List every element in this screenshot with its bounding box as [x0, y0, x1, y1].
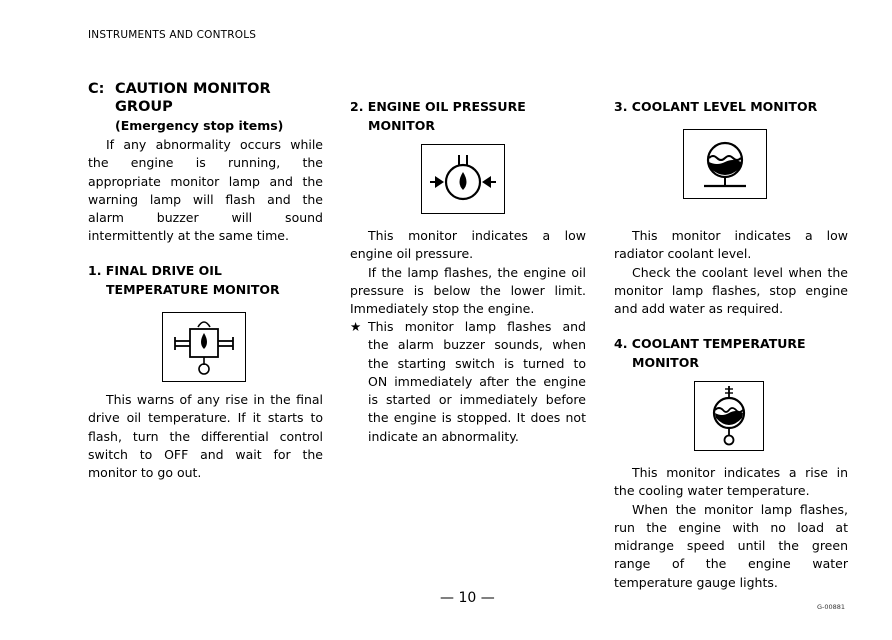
- text-line: radiator coolant level.: [614, 246, 752, 262]
- document-code: G-00881: [817, 603, 846, 611]
- text-line: indicate an abnormality.: [368, 428, 519, 444]
- text-line: appropriate monitor lamp and the: [88, 173, 323, 189]
- text-line: This monitor lamp flashes and: [368, 319, 586, 334]
- text-line: the cooling water temperature.: [614, 483, 810, 499]
- coolant-temperature-icon: [694, 381, 764, 451]
- text-line: Check the coolant level when the: [632, 264, 848, 280]
- subsection-3-title: 3. COOLANT LEVEL MONITOR: [614, 99, 818, 114]
- text-line: This monitor indicates a rise in: [632, 465, 848, 480]
- final-drive-oil-temperature-icon: [162, 312, 246, 382]
- text-line: This monitor indicates a low: [632, 228, 848, 243]
- text-line: flash, turn the differential control: [88, 428, 323, 444]
- text-line: monitor lamp flashes, stop engine: [614, 282, 848, 298]
- text-line: This monitor indicates a low: [368, 228, 586, 243]
- section-heading-line2: GROUP: [115, 99, 173, 115]
- text-line: monitor to go out.: [88, 465, 202, 481]
- subsection-1-paragraph: [88, 391, 323, 482]
- text-line: When the monitor lamp flashes,: [632, 501, 848, 517]
- subsection-1-title-line2: TEMPERATURE MONITOR: [106, 282, 280, 297]
- text-line: intermittently at the same time.: [88, 228, 289, 244]
- section-heading-line3: (Emergency stop items): [115, 118, 284, 133]
- text-line: pressure is below the lower limit.: [350, 282, 586, 298]
- subsection-2-paragraph: [350, 227, 586, 318]
- text-line: warning lamp will flash and the: [88, 191, 323, 207]
- coolant-level-icon: [683, 129, 767, 199]
- text-line: the engine is stopped. It does not: [368, 410, 586, 426]
- text-line: midrange speed until the green: [614, 538, 848, 554]
- subsection-2-title-line2: MONITOR: [368, 118, 435, 133]
- note-paragraph: [368, 318, 586, 446]
- text-line: is started or immediately before: [368, 392, 586, 408]
- section-prefix: C:: [88, 81, 105, 97]
- text-line: and add water as required.: [614, 301, 784, 317]
- text-line: ON immediately after the engine: [368, 373, 586, 389]
- subsection-2-title-line1: 2. ENGINE OIL PRESSURE: [350, 99, 526, 114]
- subsection-4-paragraph: [614, 464, 848, 592]
- note-star-icon: ★: [350, 319, 362, 334]
- text-line: switch to OFF and wait for the: [88, 446, 323, 462]
- text-line: the alarm buzzer sounds, when: [368, 337, 586, 353]
- section-heading-line1: CAUTION MONITOR: [115, 81, 271, 97]
- running-header: INSTRUMENTS AND CONTROLS: [88, 29, 257, 41]
- text-line: engine oil pressure.: [350, 246, 474, 262]
- text-line: alarm buzzer will sound: [88, 210, 323, 226]
- text-line: If any abnormality occurs while: [106, 137, 323, 152]
- text-line: range of the engine water: [614, 556, 848, 572]
- engine-oil-pressure-icon: [421, 144, 505, 214]
- text-line: temperature gauge lights.: [614, 574, 778, 590]
- subsection-1-title-line1: 1. FINAL DRIVE OIL: [88, 263, 222, 278]
- text-line: Immediately stop the engine.: [350, 301, 535, 317]
- text-line: If the lamp flashes, the engine oil: [368, 264, 586, 280]
- subsection-4-title-line2: MONITOR: [632, 355, 699, 370]
- subsection-3-paragraph: [614, 227, 848, 318]
- text-line: This warns of any rise in the final: [106, 392, 323, 407]
- page-number: — 10 —: [440, 590, 495, 606]
- text-line: drive oil temperature. If it starts to: [88, 410, 323, 426]
- text-line: run the engine with no load at: [614, 519, 848, 535]
- text-line: the starting switch is turned to: [368, 355, 586, 371]
- subsection-4-title-line1: 4. COOLANT TEMPERATURE: [614, 336, 806, 351]
- intro-paragraph: [88, 136, 323, 246]
- text-line: the engine is running, the: [88, 155, 323, 171]
